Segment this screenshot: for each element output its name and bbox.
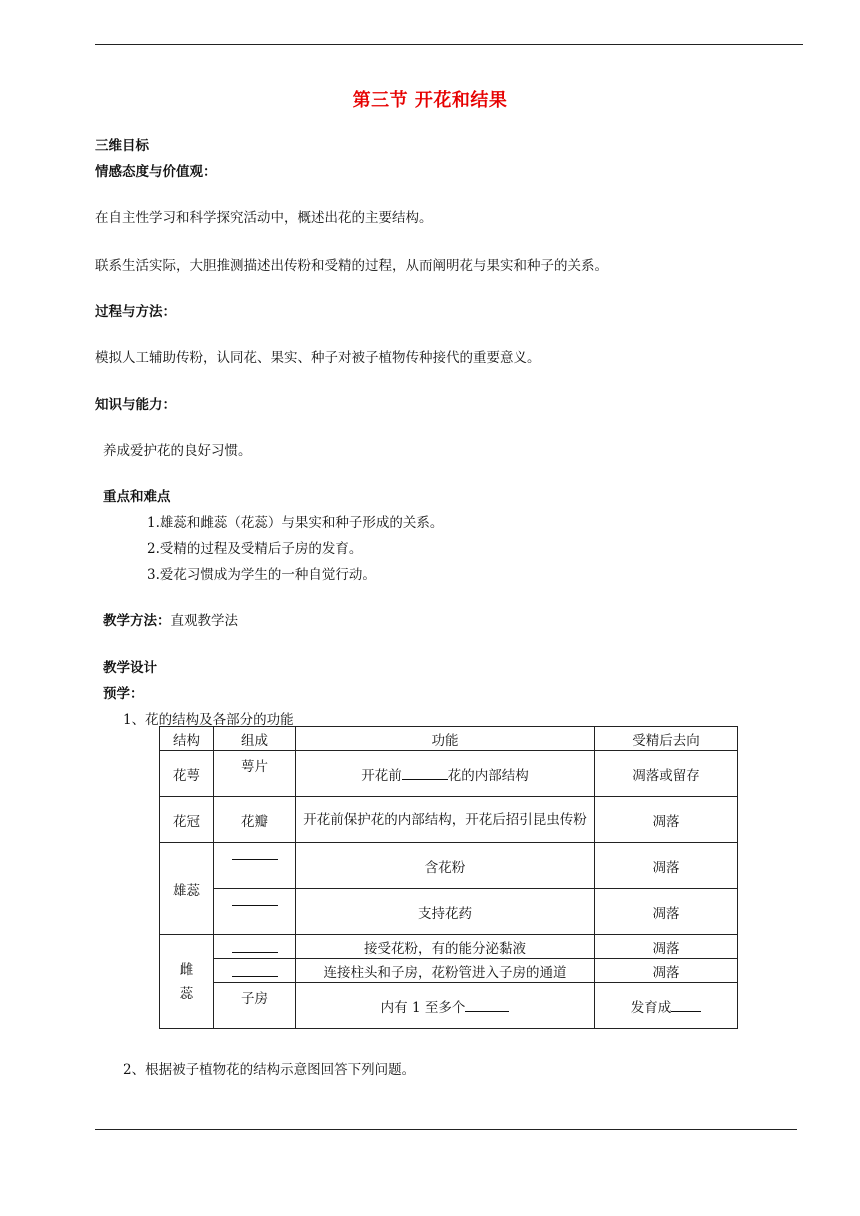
table-header-cell: 功能 xyxy=(296,727,595,751)
part-petal: 花瓣 xyxy=(214,797,296,843)
function-stamen-1: 含花粉 xyxy=(296,843,595,889)
fill-blank xyxy=(671,1010,701,1012)
fate-calyx: 凋落或留存 xyxy=(595,751,738,797)
goals-heading: 三维目标 xyxy=(95,138,149,154)
fill-blank xyxy=(232,976,278,977)
teaching-method-value: 直观教学法 xyxy=(170,613,238,629)
fate-stamen-1: 凋落 xyxy=(595,843,738,889)
question-2: 2、根据被子植物花的结构示意图回答下列问题。 xyxy=(123,1062,416,1078)
table-row xyxy=(160,751,738,797)
structure-pistil: 雌 蕊 xyxy=(160,935,214,1029)
table-header-row xyxy=(160,727,738,751)
function-calyx: 开花前 花的内部结构 xyxy=(296,751,595,797)
part-blank xyxy=(214,935,296,959)
fill-blank xyxy=(402,778,448,780)
structure-corolla: 花冠 xyxy=(160,797,214,843)
function-pistil-1: 接受花粉，有的能分泌黏液 xyxy=(296,935,595,959)
pre-study-label: 预学： xyxy=(103,686,144,702)
emotion-paragraph-1: 在自主性学习和科学探究活动中，概述出花的主要结构。 xyxy=(95,210,433,226)
key-point-item: 1.雄蕊和雌蕊（花蕊）与果实和种子形成的关系。 xyxy=(147,515,444,531)
key-point-item: 3.爱花习惯成为学生的一种自觉行动。 xyxy=(147,567,376,583)
table-header-cell: 组成 xyxy=(214,727,296,751)
question-1: 1、花的结构及各部分的功能 xyxy=(123,712,294,728)
table-row xyxy=(160,843,738,889)
function-stamen-2: 支持花药 xyxy=(296,889,595,935)
table-header-cell: 结构 xyxy=(160,727,214,751)
table-row xyxy=(160,935,738,959)
part-blank xyxy=(214,959,296,983)
emotion-heading: 情感态度与价值观： xyxy=(95,164,217,180)
teaching-method-label: 教学方法： xyxy=(103,613,171,629)
knowledge-heading: 知识与能力： xyxy=(95,397,176,413)
table-row xyxy=(160,889,738,935)
process-paragraph: 模拟人工辅助传粉，认同花、果实、种子对被子植物传种接代的重要意义。 xyxy=(95,350,541,366)
function-corolla: 开花前保护花的内部结构，开花后招引昆虫传粉 xyxy=(296,797,595,843)
fate-stamen-2: 凋落 xyxy=(595,889,738,935)
fill-blank xyxy=(232,859,278,860)
key-points-heading: 重点和难点 xyxy=(103,489,171,505)
structure-stamen: 雄蕊 xyxy=(160,843,214,935)
function-pistil-2: 连接柱头和子房，花粉管进入子房的通道 xyxy=(296,959,595,983)
emotion-paragraph-2: 联系生活实际，大胆推测描述出传粉和受精的过程，从而阐明花与果实和种子的关系。 xyxy=(95,258,608,274)
header-rule xyxy=(95,44,803,45)
table-row xyxy=(160,797,738,843)
function-ovary: 内有 1 至多个 xyxy=(296,983,595,1029)
flower-structure-table xyxy=(159,726,738,1029)
fate-pistil-2: 凋落 xyxy=(595,959,738,983)
process-heading: 过程与方法： xyxy=(95,304,176,320)
part-blank xyxy=(214,843,296,889)
fill-blank xyxy=(465,1010,509,1012)
knowledge-paragraph: 养成爱护花的良好习惯。 xyxy=(103,443,252,459)
fill-blank xyxy=(232,952,278,953)
fate-pistil-1: 凋落 xyxy=(595,935,738,959)
part-ovary: 子房 xyxy=(214,983,296,1029)
teaching-method xyxy=(103,609,238,629)
footer-rule xyxy=(95,1129,797,1130)
part-sepal: 萼片 xyxy=(214,751,296,797)
page-title: 第三节 开花和结果 xyxy=(352,90,508,111)
key-point-item: 2.受精的过程及受精后子房的发育。 xyxy=(147,541,363,557)
structure-calyx: 花萼 xyxy=(160,751,214,797)
table-header-cell: 受精后去向 xyxy=(595,727,738,751)
fate-corolla: 凋落 xyxy=(595,797,738,843)
fill-blank xyxy=(232,905,278,906)
table-row xyxy=(160,983,738,1029)
design-heading: 教学设计 xyxy=(103,660,157,676)
fate-ovary: 发育成 xyxy=(595,983,738,1029)
table-row xyxy=(160,959,738,983)
part-blank xyxy=(214,889,296,935)
